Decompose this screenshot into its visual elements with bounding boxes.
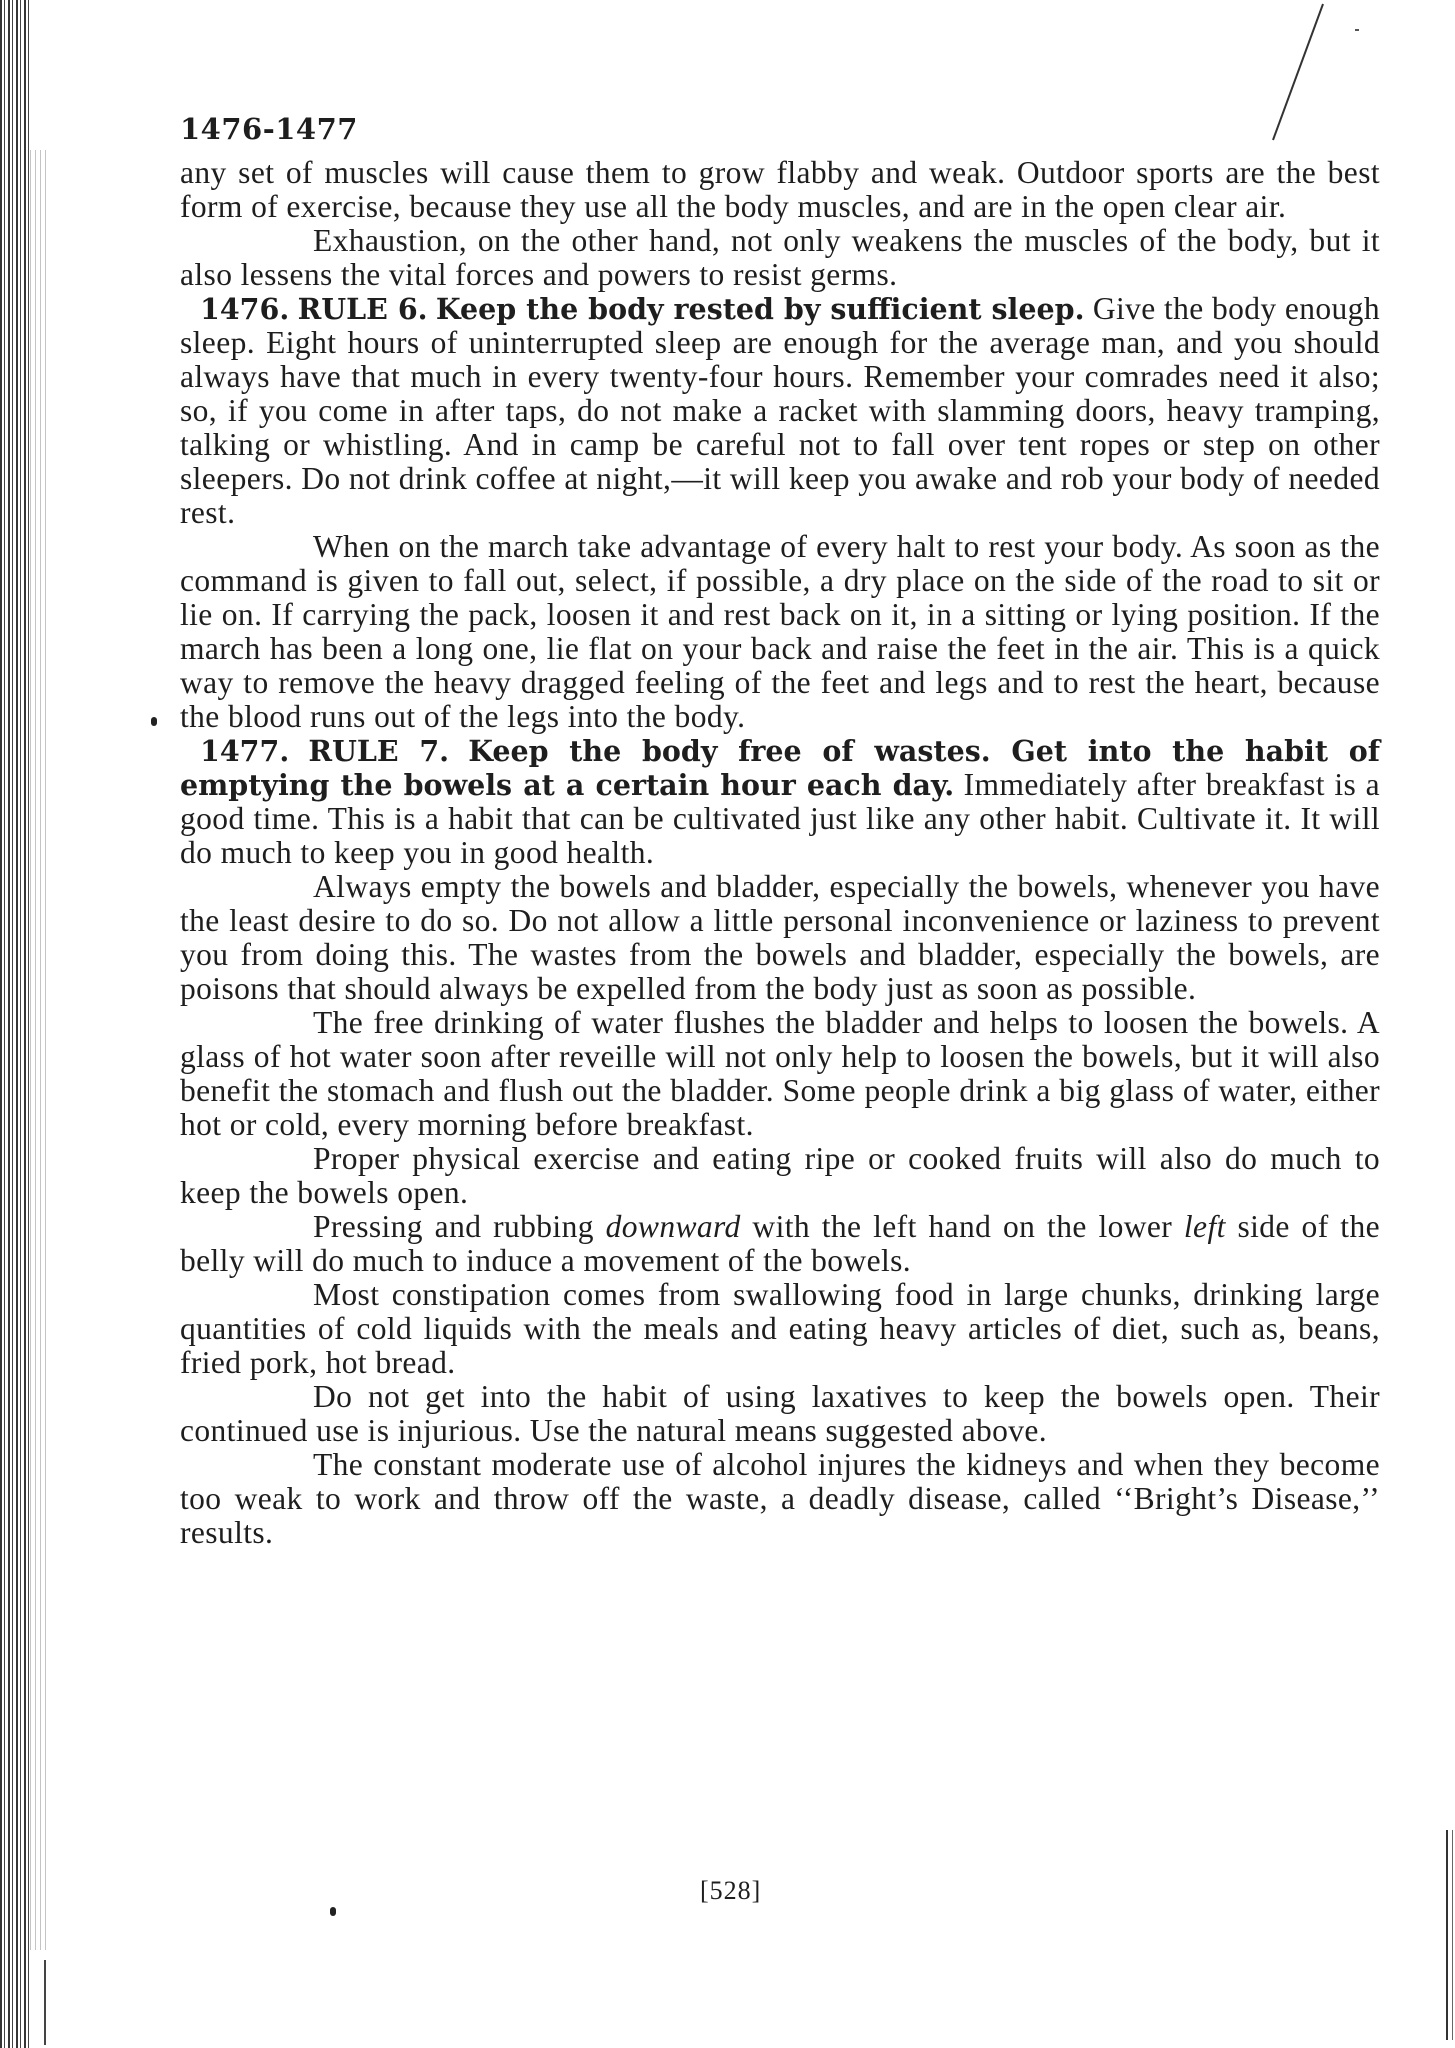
page-content	[180, 112, 1380, 1550]
paragraph: any set of muscles will cause them to grow flabby and weak. Outdoor sports are the best form of exercise, because they use all the body muscles, and are in the open clear air.	[180, 155, 1380, 224]
page-edge-mark	[1446, 1830, 1453, 2040]
spine-shadow-fade	[30, 150, 48, 1950]
section-number: 1477.	[200, 734, 290, 768]
paragraph: The constant moderate use of alcohol injures the kidneys and when they become too weak to work and throw off the waste, a deadly disease, called ‘‘Bright’s Disease,’’ results.	[180, 1447, 1380, 1550]
paragraph: Most constipation comes from swallowing food in large chunks, drinking large quantities of cold liquids with the meals and eating heavy articles of diet, such as, beans, fried pork, hot bread.	[180, 1277, 1380, 1380]
paragraph: Do not get into the habit of using laxatives to keep the bowels open. Their continued use is injurious. Use the natural means suggested above.	[180, 1379, 1380, 1448]
text-run: with the left hand on the lower	[740, 1209, 1184, 1244]
paragraph: When on the march take advantage of every halt to rest your body. As soon as the command is given to fall out, select, if possible, a dry place on the side of the road to sit or lie on. If carrying the pack, loosen it and rest back on it, in a sitting or lying position. If the march has been a long one, lie flat on your back and raise the feet in the air. This is a quick way to remove the heavy dragged feeling of the feet and legs and to rest the heart, because the blood runs out of the legs into the body.	[180, 529, 1380, 734]
section-text: Give the body enough sleep. Eight hours of uninterrupted sleep are enough for the average man, and you should always have that much in every twenty-four hours. Remember your comrades need it also; so, if you come in after taps, do not make a racket with slamming doors, heavy tramping, talking or whistling. And in camp be careful not to fall over tent ropes or step on other sleepers. Do not drink coffee at night,—it will keep you awake and rob your body of needed rest.	[180, 291, 1380, 530]
rule-label: RULE 7.	[308, 734, 450, 768]
paragraph: Always empty the bowels and bladder, especially the bowels, whenever you have the least desire to do so. Do not allow a little personal inconvenience or laziness to prevent you from doing this. The wastes from the bowels and bladder, especially the bowels, are poisons that should always be expelled from the body just as soon as possible.	[180, 869, 1380, 1006]
paragraph: Proper physical exercise and eating ripe or cooked fruits will also do much to keep the bowels open.	[180, 1141, 1380, 1210]
section-text: Immediately after breakfast is a good time. This is a habit that can be cultivated just like any other habit. Cultivate it. It will do much to keep you in good health.	[180, 767, 1380, 870]
margin-dot	[330, 1907, 336, 1916]
page-number: [528]	[700, 1876, 762, 1905]
paragraph: The free drinking of water flushes the bladder and helps to loosen the bowels. A glass of hot water soon after reveille will not only help to loosen the bowels, but it will also benefit the stomach and flush out the bladder. Some people drink a big glass of water, either hot or cold, every morning before breakfast.	[180, 1005, 1380, 1142]
section-1476	[180, 292, 1380, 530]
paragraph	[180, 1210, 1380, 1278]
section-number: 1476.	[200, 292, 290, 326]
rule-headline: Keep the body free of wastes. Get into the habit of emptying the bowels at a certain hour each day.	[180, 734, 1381, 802]
rule-label: RULE 6.	[297, 292, 428, 326]
margin-dot	[151, 717, 157, 726]
text-run: side of the belly will do much to induce a movement of the bowels.	[180, 1209, 1380, 1278]
text-run: Pressing and rubbing	[313, 1209, 606, 1244]
book-spine-shadow	[0, 0, 30, 2048]
section-1477	[180, 734, 1380, 870]
emphasis: left	[1183, 1209, 1226, 1244]
rule-headline: Keep the body rested by sufficient sleep.	[435, 292, 1085, 326]
margin-mark	[44, 1960, 46, 2045]
paragraph: Exhaustion, on the other hand, not only weakens the muscles of the body, but it also lessens the vital forces and powers to resist germs.	[180, 223, 1380, 292]
emphasis: downward	[605, 1209, 741, 1244]
running-head: 1476-1477	[180, 112, 358, 146]
